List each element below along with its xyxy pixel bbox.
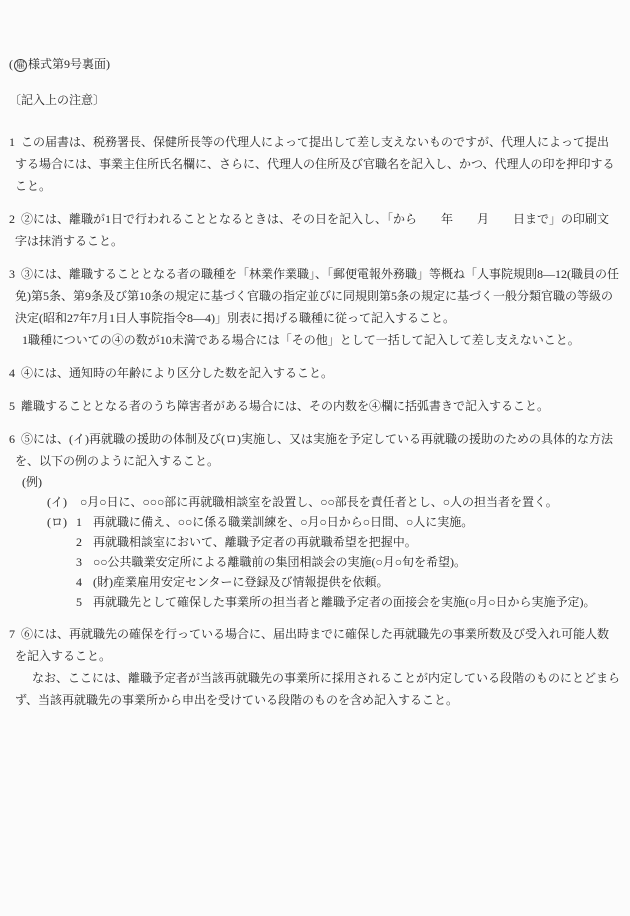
- example-ro-4-number: 4: [76, 575, 82, 589]
- item-4-number: 4: [9, 366, 15, 380]
- item-1-text: この届書は、税務署長、保健所長等の代理人によって提出して差し支えないものですが、代理人によって提出する場合には、事業主住所氏名欄に、さらに、代理人の住所及び官職名を記入し、かつ、代理人の印を押印すること。: [15, 135, 615, 193]
- example-ro-5-number: 5: [76, 595, 82, 609]
- example-block: [15, 472, 620, 612]
- note-item-3: [9, 263, 620, 351]
- item-7-number: 7: [9, 627, 15, 641]
- example-ro-2-text: 再就職相談室において、離職予定者の再就職希望を把握中。: [93, 535, 417, 549]
- example-item-ro-3: [47, 552, 620, 572]
- item-7-note: なお、ここには、離職予定者が当該再就職先の事業所に採用されることが内定している段階のものにとどまらず、当該再就職先の事業所から申出を受けている段階のものを含め記入すること。: [15, 671, 621, 707]
- item-6-text: ⑤には、(イ)再就職の援助の体制及び(ロ)実施し、又は実施を予定している再就職の援助のための具体的な方法を、以下の例のように記入すること。: [15, 432, 613, 468]
- example-i-paren: (イ): [47, 495, 67, 509]
- item-7-text: ⑥には、再就職先の確保を行っている場合に、届出時までに確保した再就職先の事業所数及び受入れ可能人数を記入すること。: [15, 627, 610, 663]
- item-3-subnote: 1職種についての④の数が10未満である場合には「その他」として一括して記入して差し支えないこと。: [22, 333, 580, 347]
- item-3-number: 3: [9, 267, 15, 281]
- example-ro-3-number: 3: [76, 555, 82, 569]
- note-item-5: [9, 395, 620, 417]
- example-ro-2-number: 2: [76, 535, 82, 549]
- note-item-6: [9, 428, 620, 612]
- example-ro-spacer: [47, 592, 76, 612]
- note-item-7: [9, 623, 620, 711]
- example-item-ro-5: [47, 592, 620, 612]
- note-item-2: [9, 208, 620, 252]
- item-5-text: 離職することとなる者のうち障害者がある場合には、その内数を④欄に括弧書きで記入すること。: [21, 399, 550, 413]
- item-2-text: ②には、離職が1日で行われることとなるときは、その日を記入し、「から 年 月 日まで」の印刷文字は抹消すること。: [15, 212, 610, 248]
- example-ro-spacer: [47, 552, 76, 572]
- item-4-text: ④には、通知時の年齢により区分した数を記入すること。: [21, 366, 334, 380]
- example-item-ro-1: [47, 512, 620, 532]
- form-tag-label: 様式第9号裏面): [28, 57, 110, 71]
- example-item-i: [47, 492, 620, 512]
- item-3-text: ③には、離職することとなる者の職種を「林業作業職」、「郵便電報外務職」等概ね「人事院規則8―12(職員の任免)第5条、第9条及び第10条の規定に基づく官職の指定並びに同規則第5条の規定に基づく一般分類官職の等級の決定(昭和27年7月1日人事院指令8―4)」別表に掲げる職種に従って記入すること。: [15, 267, 620, 325]
- example-ro-3-text: ○○公共職業安定所による離職前の集団相談会の実施(○月○旬を希望)。: [93, 555, 466, 569]
- note-item-1: [9, 131, 620, 197]
- item-1-number: 1: [9, 135, 15, 149]
- example-item-ro-2: [47, 532, 620, 552]
- item-5-number: 5: [9, 399, 15, 413]
- example-i-text: ○月○日に、○○○部に再就職相談室を設置し、○○部長を責任者とし、○人の担当者を置く。: [80, 495, 558, 509]
- example-item-ro-4: [47, 572, 620, 592]
- item-6-number: 6: [9, 432, 15, 446]
- circled-koyo-mark: 雇: [15, 60, 25, 70]
- example-ro-1-text: 再就職に備え、○○に係る職業訓練を、○月○日から○日間、○人に実施。: [93, 515, 474, 529]
- item-2-number: 2: [9, 212, 15, 226]
- example-ro-1-number: 1: [76, 515, 82, 529]
- note-item-4: [9, 362, 620, 384]
- section-title: 〔記入上の注意〕: [9, 93, 106, 107]
- form-tag-open-paren: (: [9, 57, 13, 71]
- example-ro-spacer: [47, 532, 76, 552]
- example-ro-4-text: (財)産業雇用安定センターに登録及び情報提供を依頼。: [93, 575, 389, 589]
- form-tag: [9, 53, 620, 75]
- example-ro-5-text: 再就職先として確保した事業所の担当者と離職予定者の面接会を実施(○月○日から実施予定)。: [93, 595, 596, 609]
- example-ro-paren: (ロ): [47, 515, 67, 529]
- example-ro-spacer: [47, 572, 76, 592]
- example-label: (例): [22, 475, 42, 489]
